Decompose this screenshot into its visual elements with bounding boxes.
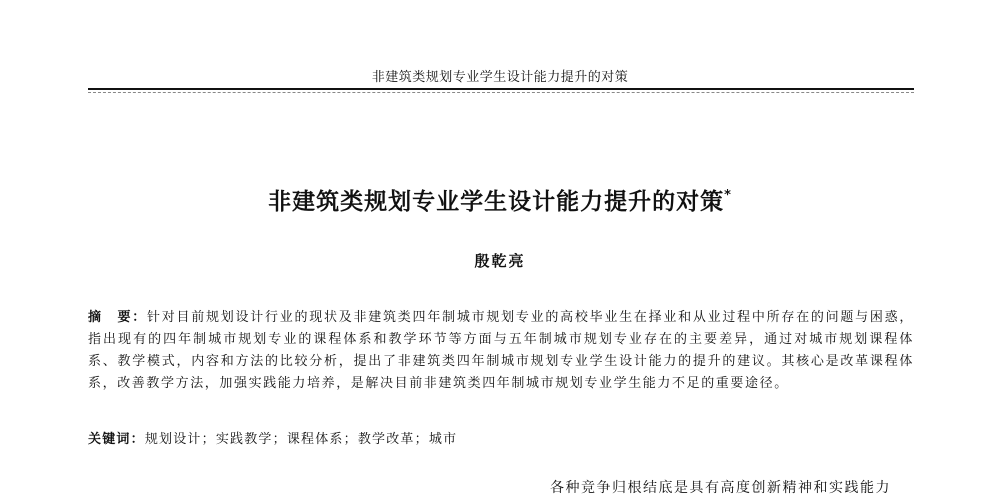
abstract: [88, 307, 914, 395]
header-rule-secondary: [88, 92, 914, 93]
abstract-text: 针对目前规划设计行业的现状及非建筑类四年制城市规划专业的高校毕业生在择业和从业过程中所存在的问题与困惑，指出现有的四年制城市规划专业的课程体系和教学环节等方面与五年制城市规划专业存在的主要差异，通过对城市规划课程体系、教学模式，内容和方法的比较分析，提出了非建筑类四年制城市规划专业学生设计能力的提升的建议。其核心是改革课程体系，改善教学方法，加强实践能力培养，是解决目前非建筑类四年制城市规划专业学生能力不足的重要途径。: [88, 310, 914, 391]
paper-title-text: 非建筑类规划专业学生设计能力提升的对策: [268, 189, 725, 215]
paper-title: [0, 183, 1000, 216]
keywords: [88, 430, 914, 450]
abstract-label: 摘 要：: [88, 310, 148, 325]
keywords-text: 规划设计；实践教学；课程体系；教学改革；城市: [144, 432, 458, 447]
author: 殷乾亮: [474, 252, 526, 270]
running-header: 非建筑类规划专业学生设计能力提升的对策: [371, 70, 629, 85]
keywords-label: 关键词：: [88, 432, 145, 447]
header-rule: [88, 88, 914, 90]
body-text-fragment: 各种竞争归根结底是具有高度创新精神和实践能力: [550, 480, 891, 496]
title-footnote-mark: *: [724, 188, 732, 203]
